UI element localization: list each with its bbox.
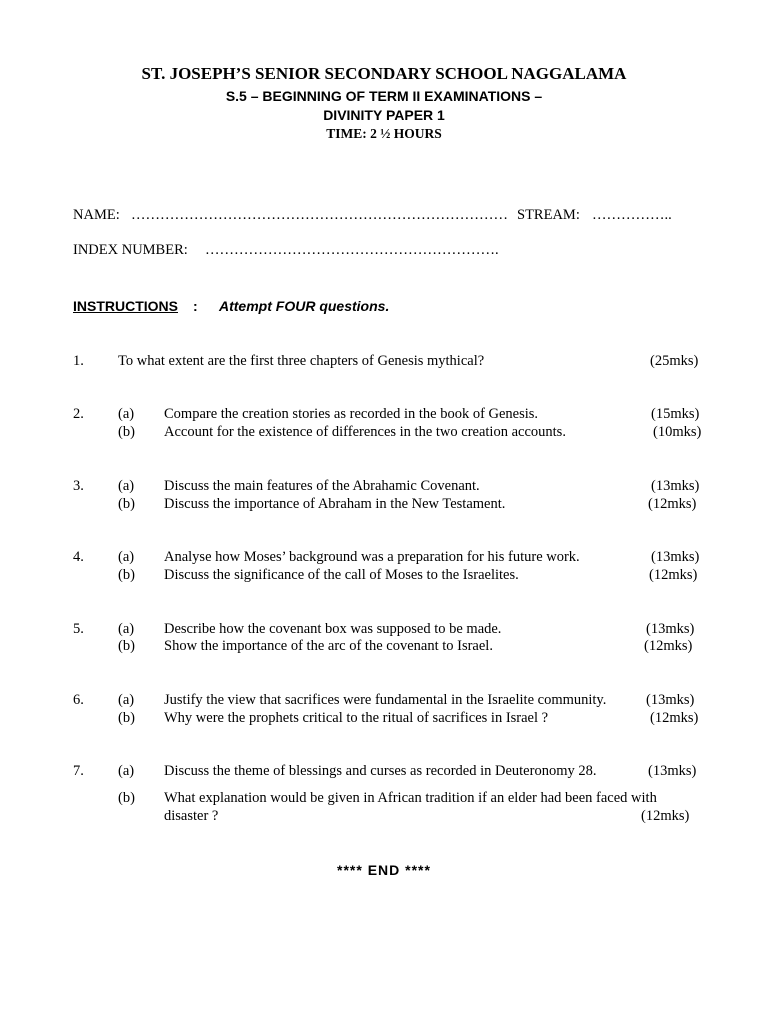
question-marks: (13mks): [648, 763, 697, 779]
question-part-label: (a): [118, 406, 135, 422]
question-number: 2.: [73, 406, 84, 422]
instructions-label: INSTRUCTIONS: [73, 298, 178, 314]
question-part-label: (b): [118, 638, 135, 654]
exam-time: TIME: 2 ½ HOURS: [326, 126, 442, 141]
question-text: Why were the prophets critical to the ritual of sacrifices in Israel ?: [164, 710, 549, 726]
question-text: disaster ?: [164, 808, 219, 824]
question-text: To what extent are the first three chapters of Genesis mythical?: [118, 353, 485, 369]
index-number-label: INDEX NUMBER:: [73, 242, 188, 258]
question-number: 6.: [73, 692, 84, 708]
question-marks: (13mks): [646, 621, 695, 637]
question-part-label: (b): [118, 424, 135, 440]
end-marker: **** END ****: [337, 862, 431, 878]
question-number: 4.: [73, 549, 84, 565]
question-part-label: (a): [118, 478, 135, 494]
question-part-label: (b): [118, 710, 135, 726]
stream-field[interactable]: ……………..: [592, 207, 672, 223]
question-number: 1.: [73, 353, 84, 369]
question-marks: (12mks): [650, 710, 699, 726]
question-part-label: (b): [118, 496, 135, 512]
question-marks: (12mks): [649, 567, 698, 583]
question-part-label: (a): [118, 692, 135, 708]
question-text: Account for the existence of differences in the two creation accounts.: [164, 424, 566, 440]
question-part-label: (b): [118, 567, 135, 583]
question-marks: (15mks): [651, 406, 700, 422]
index-number-field[interactable]: …………………………………………………….: [205, 242, 499, 258]
paper-title: DIVINITY PAPER 1: [323, 107, 445, 123]
question-text: Justify the view that sacrifices were fundamental in the Israelite community.: [164, 692, 607, 708]
question-marks: (13mks): [646, 692, 695, 708]
question-marks: (25mks): [650, 353, 699, 369]
question-number: 5.: [73, 621, 84, 637]
question-number: 7.: [73, 763, 84, 779]
question-part-label: (a): [118, 763, 135, 779]
question-text: What explanation would be given in African tradition if an elder had been faced with: [164, 790, 657, 806]
school-name: ST. JOSEPH’S SENIOR SECONDARY SCHOOL NAGGALAMA: [141, 64, 627, 83]
question-marks: (12mks): [648, 496, 697, 512]
question-text: Describe how the covenant box was supposed to be made.: [164, 621, 502, 637]
exam-title: S.5 – BEGINNING OF TERM II EXAMINATIONS –: [225, 88, 543, 104]
name-field[interactable]: ……………………………………………………………………: [131, 207, 508, 223]
question-part-label: (a): [118, 549, 135, 565]
question-text: Discuss the significance of the call of Moses to the Israelites.: [164, 567, 519, 583]
question-marks: (13mks): [651, 549, 700, 565]
question-text: Show the importance of the arc of the covenant to Israel.: [164, 638, 493, 654]
question-part-label: (a): [118, 621, 135, 637]
question-part-label: (b): [118, 790, 135, 806]
question-text: Analyse how Moses’ background was a preparation for his future work.: [164, 549, 580, 565]
question-text: Discuss the theme of blessings and curses as recorded in Deuteronomy 28.: [164, 763, 597, 779]
question-text: Discuss the main features of the Abrahamic Covenant.: [164, 478, 480, 494]
name-label: NAME:: [73, 207, 120, 223]
question-marks: (13mks): [651, 478, 700, 494]
question-marks: (12mks): [641, 808, 690, 824]
question-text: Compare the creation stories as recorded in the book of Genesis.: [164, 406, 539, 422]
question-marks: (10mks): [653, 424, 702, 440]
instructions-text: Attempt FOUR questions.: [219, 298, 390, 314]
stream-label: STREAM:: [517, 207, 580, 223]
question-text: Discuss the importance of Abraham in the New Testament.: [164, 496, 506, 512]
question-number: 3.: [73, 478, 84, 494]
question-marks: (12mks): [644, 638, 693, 654]
instructions-colon: :: [193, 298, 198, 314]
